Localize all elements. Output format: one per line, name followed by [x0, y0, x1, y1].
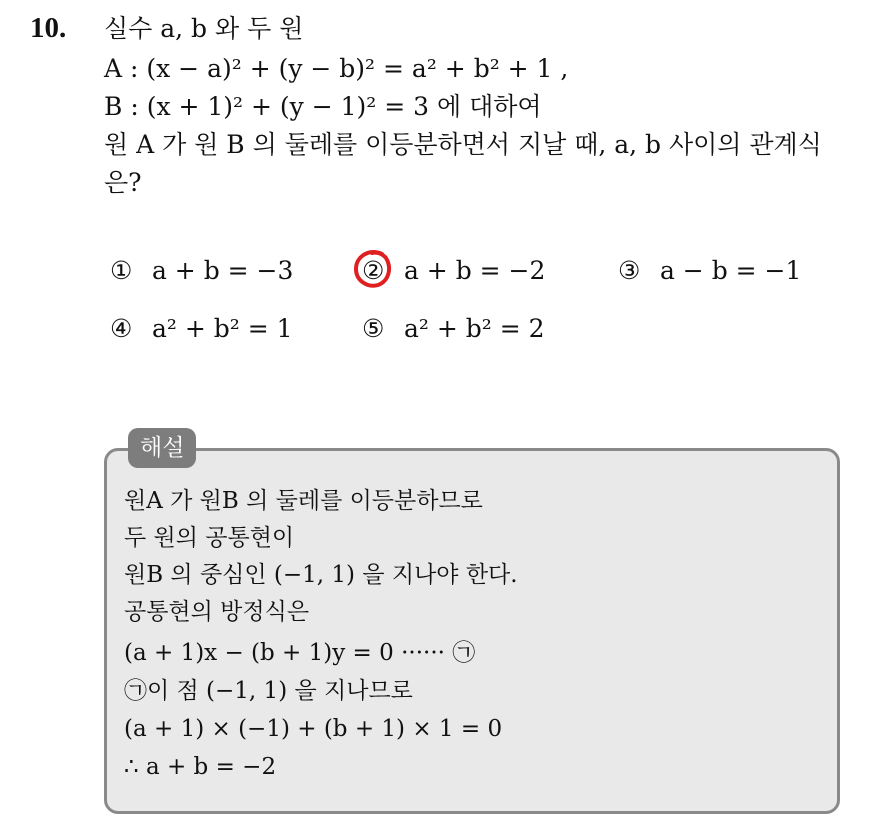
choice-3[interactable]	[618, 254, 801, 288]
question-number: 10.	[30, 12, 67, 44]
solution-line: 두 원의 공통현이	[124, 525, 295, 551]
choice-text: a + b = −2	[403, 256, 546, 285]
choice-number: ⑤	[362, 314, 385, 343]
answer-circle-mark	[352, 248, 394, 290]
solution-line: ㉠이 점 (−1, 1) 을 지나므로	[124, 678, 413, 704]
choice-text: a² + b² = 2	[403, 314, 545, 343]
question-line: 원 A 가 원 B 의 둘레를 이등분하면서 지날 때, a, b 사이의 관계식	[104, 130, 822, 159]
choice-4[interactable]	[110, 312, 293, 346]
choice-number: ①	[110, 256, 133, 285]
choice-number: ③	[618, 256, 641, 285]
solution-line: (a + 1) × (−1) + (b + 1) × 1 = 0	[124, 716, 503, 742]
circle-b-equation: B : (x + 1)² + (y − 1)² = 3 에 대하여	[104, 92, 542, 121]
choice-text: a − b = −1	[659, 256, 802, 285]
question-line: 은?	[104, 168, 142, 197]
solution-line: (a + 1)x − (b + 1)y = 0 ······ ㉠	[124, 640, 476, 666]
choice-number: ④	[110, 314, 133, 343]
solution-line: 원B 의 중심인 (−1, 1) 을 지나야 한다.	[124, 562, 518, 588]
solution-line: ∴ a + b = −2	[124, 754, 277, 780]
question-line: 실수 a, b 와 두 원	[104, 14, 304, 43]
solution-line: 원A 가 원B 의 둘레를 이등분하므로	[124, 488, 483, 514]
circle-a-equation: A : (x − a)² + (y − b)² = a² + b² + 1 ,	[104, 54, 569, 83]
choice-text: a + b = −3	[151, 256, 294, 285]
solution-line: 공통현의 방정식은	[124, 599, 310, 625]
solution-tab-label: 해설	[128, 428, 196, 468]
choice-text: a² + b² = 1	[151, 314, 293, 343]
choice-1[interactable]	[110, 254, 293, 288]
choice-5[interactable]	[362, 312, 545, 346]
choice-number: ②	[362, 256, 385, 285]
